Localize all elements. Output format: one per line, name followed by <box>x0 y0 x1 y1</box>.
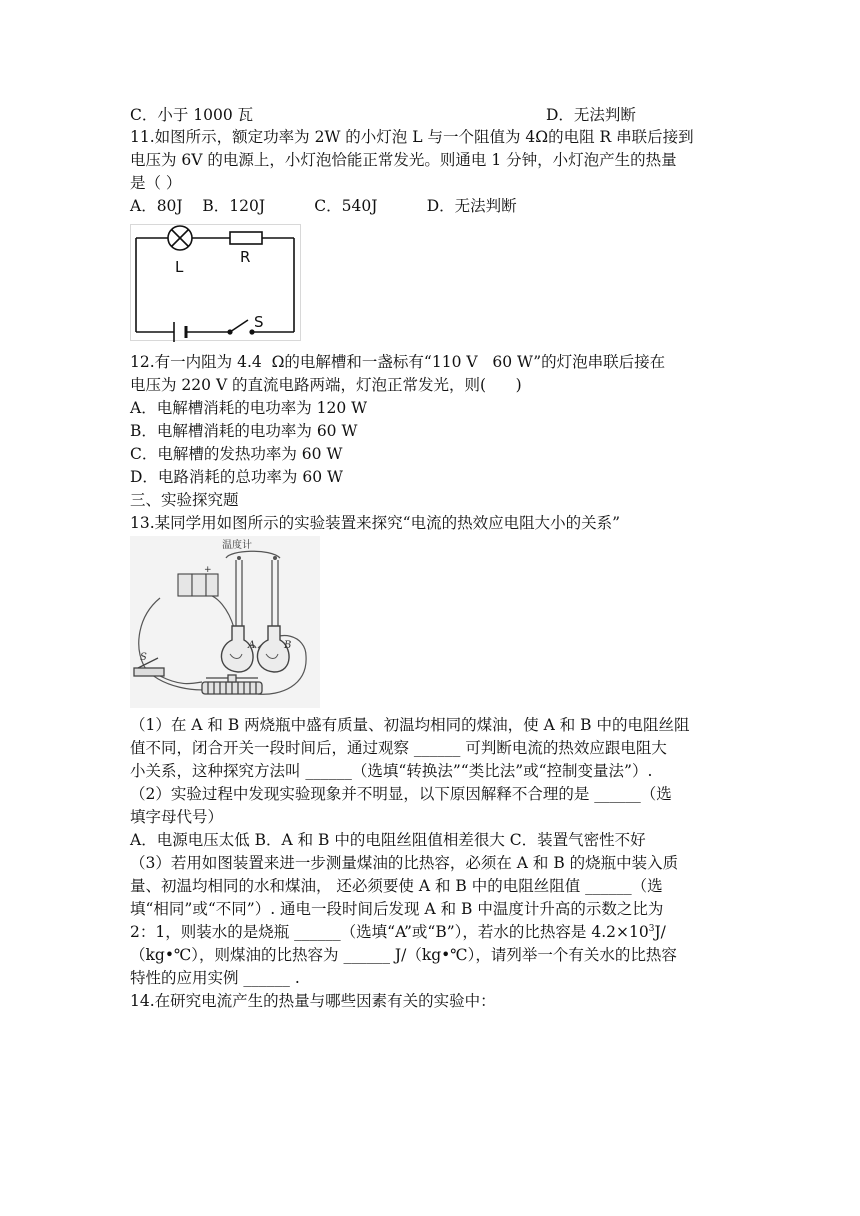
lamp-label: L <box>175 258 184 276</box>
q13-p3-line-2: 量、初温均相同的水和煤油， 还必须要使 A 和 B 中的电阻丝阻值 ______（选 <box>130 877 663 895</box>
rheostat <box>202 675 262 694</box>
q13-p1-line-3: 小关系，这种探究方法叫 ______（选填“转换法”“类比法”或“控制变量法”）. <box>130 762 653 780</box>
q12-option-d: D．电路消耗的总功率为 60 W <box>130 468 343 486</box>
q10-option-d: D．无法判断 <box>546 106 636 124</box>
svg-text:+: + <box>204 565 212 575</box>
flask-b-label: B <box>284 640 292 651</box>
q13-p2-line-3: A．电源电压太低 B．A 和 B 中的电阻丝阻值相差很大 C．装置气密性不好 <box>130 831 646 849</box>
q13-p3-line-4: 2：1，则装水的是烧瓶 ______（选填“A”或“B”），若水的比热容是 $4.2\times 10^3J/$ <box>130 923 666 941</box>
q11-line-3: 是（ ） <box>130 174 182 192</box>
q11-options: A．80J B．120J C．540J D．无法判断 <box>130 197 517 215</box>
q12-line-2: 电压为 220 V 的直流电路两端，灯泡正常发光，则( ) <box>130 376 522 394</box>
battery-symbol <box>174 322 186 342</box>
switch-label: S <box>254 313 264 331</box>
q13-p3-line-6: 特性的应用实例 ______ . <box>130 969 300 987</box>
q11-line-1: 11.如图所示，额定功率为 2W 的小灯泡 L 与一个阻值为 4Ω的电阻 R 串联后接到 <box>130 128 694 146</box>
q13-apparatus-figure <box>130 536 320 708</box>
q12-option-b: B．电解槽消耗的电功率为 60 W <box>130 422 358 440</box>
q10-options <box>130 104 636 126</box>
q13-p3-line-1: （3）若用如图装置来进一步测量煤油的比热容，必须在 A 和 B 的烧瓶中装入质 <box>130 854 679 872</box>
q13-p1-line-2: 值不同，闭合开关一段时间后，通过观察 ______ 可判断电流的热效应跟电阻大 <box>130 739 667 757</box>
flask-a-label: A <box>248 640 256 651</box>
q13-p1-line-1: （1）在 A 和 B 两烧瓶中盛有质量、初温均相同的煤油，使 A 和 B 中的电阻丝阻 <box>130 716 690 734</box>
switch-label: S <box>140 652 147 663</box>
q13-p3-line-3: 填“相同”或“不同”）. 通电一段时间后发现 A 和 B 中温度计升高的示数之比为 <box>130 900 664 918</box>
q13-p3-line-5: （kg•℃），则煤油的比热容为 ______ J/（kg•℃），请列举一个有关水的比热容 <box>130 946 677 964</box>
q12-line-1: 12.有一内阻为 4.4 Ω的电解槽和一盏标有“110 V 60 W”的灯泡串联后接在 <box>130 353 666 371</box>
exponent: 3 <box>648 924 655 934</box>
q12-option-c: C．电解槽的发热功率为 60 W <box>130 445 343 463</box>
q12-option-a: A．电解槽消耗的电功率为 120 W <box>130 399 368 417</box>
q13-p2-line-1: （2）实验过程中发现实验现象并不明显，以下原因解释不合理的是 ______（选 <box>130 785 672 803</box>
q13-p2-line-2: 填字母代号） <box>130 808 224 826</box>
resistor-label: R <box>240 248 251 266</box>
switch-symbol <box>228 320 254 334</box>
resistor-symbol <box>230 232 262 244</box>
section-title: 三、实验探究题 <box>130 491 239 509</box>
q10-option-c: C．小于 1000 瓦 <box>130 106 254 124</box>
lamp-symbol <box>168 226 192 250</box>
q14-intro: 14.在研究电流产生的热量与哪些因素有关的实验中： <box>130 992 496 1010</box>
battery-pack <box>178 574 218 596</box>
q13-intro: 13.某同学用如图所示的实验装置来探究“电流的热效应电阻大小的关系” <box>130 514 621 532</box>
q11-line-2: 电压为 6V 的电源上，小灯泡恰能正常发光。则通电 1 分钟，小灯泡产生的热量 <box>130 151 677 169</box>
q11-circuit-diagram <box>130 224 302 342</box>
thermometer-label: 温度计 <box>222 540 252 551</box>
